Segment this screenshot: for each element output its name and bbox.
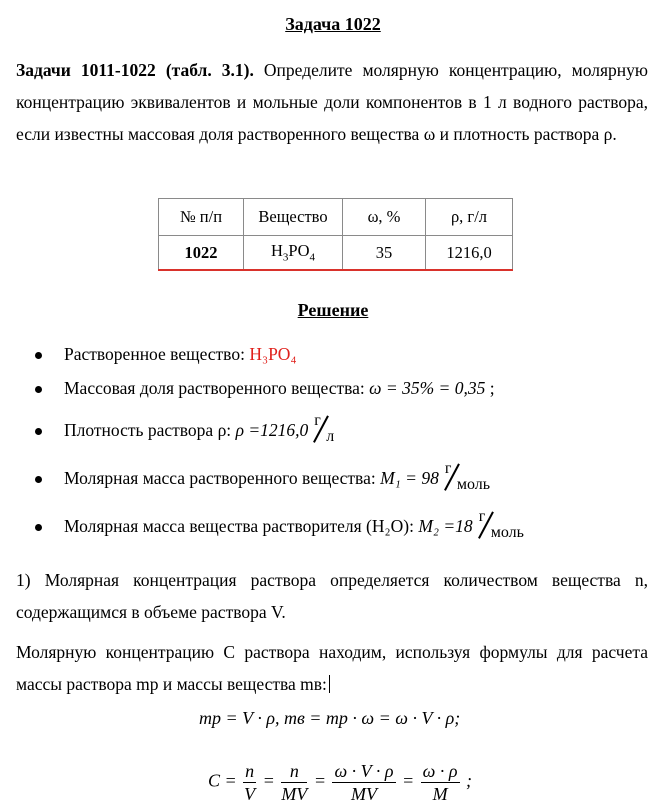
density-formula: ρ =1216,0 bbox=[235, 420, 309, 440]
list-item: Молярная масса вещества растворителя (H₂O): M₂ =18 г моль bbox=[0, 514, 666, 548]
table-header-row bbox=[159, 199, 513, 236]
data-table bbox=[158, 198, 513, 271]
list-item: Массовая доля растворенного вещества: ω = 35% = 0,35 ; bbox=[0, 378, 666, 412]
problem-ref: Задачи 1011-1022 (табл. 3.1). bbox=[16, 60, 254, 80]
header-substance: Вещество bbox=[244, 199, 343, 236]
bullet-dot bbox=[35, 524, 42, 531]
problem-statement bbox=[16, 54, 648, 150]
unit-fraction: г л bbox=[314, 412, 335, 445]
solute-formula: H₃PO₄ bbox=[249, 344, 297, 364]
solution-title: Решение bbox=[297, 300, 369, 320]
table-row bbox=[159, 236, 513, 271]
text-cursor bbox=[329, 675, 330, 693]
paragraph-method: Молярную концентрацию С раствора находим, используя формулы для расчета массы раствора mр и массы вещества mв: bbox=[16, 642, 648, 694]
unit-fraction: г моль bbox=[444, 460, 491, 493]
solvent-molar-mass: M₂ =18 bbox=[418, 516, 473, 536]
header-rho: ρ, г/л bbox=[426, 199, 513, 236]
concentration-formula: C = $\frac{n}{V}$ = $\frac{n}{MV}$ = $\frac{\omega \cdot V \cdot \rho}{MV}$ = $\frac{\omega \cdot \rho}{M}$ ; bbox=[208, 761, 473, 804]
bullet-dot bbox=[35, 428, 42, 435]
cell-omega: 35 bbox=[343, 236, 426, 271]
list-item: Молярная масса растворенного вещества: M₁ = 98 г моль bbox=[0, 466, 666, 500]
cell-number: 1022 bbox=[159, 236, 244, 271]
header-omega: ω, % bbox=[343, 199, 426, 236]
list-item: Растворенное вещество: H₃PO₄ bbox=[0, 344, 666, 378]
list-item: Плотность раствора ρ: ρ =1216,0 г л bbox=[0, 418, 666, 452]
header-number: № п/п bbox=[159, 199, 244, 236]
unit-fraction: г моль bbox=[478, 508, 524, 541]
cell-substance: $H_3PO_4$ bbox=[244, 236, 343, 271]
mass-formula: mр = V · ρ, mв = mр · ω = ω · V · ρ; bbox=[199, 708, 461, 728]
bullet-dot bbox=[35, 386, 42, 393]
bullet-dot bbox=[35, 352, 42, 359]
solute-molar-mass: M₁ = 98 bbox=[380, 468, 439, 488]
bullet-dot bbox=[35, 476, 42, 483]
paragraph-molar-concentration: 1) Молярная концентрация раствора определяется количеством вещества n, содержащимся в объеме раствора V. bbox=[16, 570, 648, 622]
problem-title: Задача 1022 bbox=[285, 14, 381, 34]
problem-text: Определите молярную концентрацию, молярную концентрацию эквивалентов и мольные доли компонентов в 1 л водного раствора, если известны массовая доля растворенного вещества ω и плотность раствора ρ. bbox=[16, 60, 648, 144]
cell-rho: 1216,0 bbox=[426, 236, 513, 271]
mass-fraction-formula: ω = 35% = 0,35 bbox=[369, 378, 486, 398]
